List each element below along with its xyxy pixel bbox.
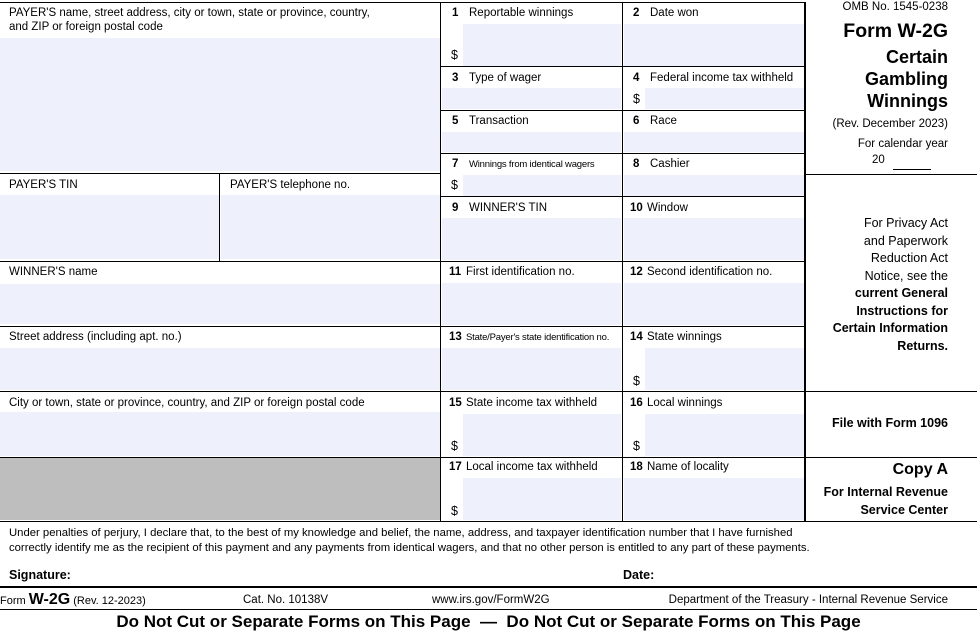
box14-label: 14 State winnings bbox=[630, 331, 722, 343]
do-not-cut-banner: Do Not Cut or Separate Forms on This Page — Do Not Cut or Separate Forms on This Page bbox=[116, 612, 861, 631]
box15-field[interactable] bbox=[463, 414, 621, 456]
grid-line bbox=[440, 196, 806, 197]
box14-dollar: $ bbox=[633, 374, 640, 388]
box13-label: 13 State/Payer's state identification no. bbox=[449, 331, 610, 343]
grid-line bbox=[0, 457, 440, 458]
perjury-statement: Under penalties of perjury, I declare that, to the best of my knowledge and belief, the name, address, and taxpayer identification number that I have furnished correctly identify me as the recipient of this payment and any payments from identical wagers, and that no other person is entitled to any part of these payments. bbox=[9, 527, 810, 554]
grid-line bbox=[219, 173, 220, 261]
privacy-notice: For Privacy Act and Paperwork Reduction Act Notice, see the current General Instructions for Certain Information Returns. bbox=[832, 216, 948, 353]
box8-field[interactable] bbox=[624, 175, 804, 196]
grid-line bbox=[440, 326, 806, 327]
footer-url: www.irs.gov/FormW2G bbox=[432, 594, 550, 606]
box2-field[interactable] bbox=[624, 24, 804, 66]
grid-line bbox=[440, 391, 806, 392]
grid-line bbox=[0, 2, 806, 3]
box16-label: 16 Local winnings bbox=[630, 397, 723, 409]
signature-label: Signature: bbox=[9, 568, 71, 582]
box12-field[interactable] bbox=[624, 283, 804, 325]
grid-line bbox=[440, 66, 806, 67]
box18-field[interactable] bbox=[624, 478, 804, 520]
winner-street-field[interactable] bbox=[0, 348, 440, 390]
box3-label: 3 Type of wager bbox=[452, 72, 542, 84]
footer-department: Department of the Treasury - Internal Revenue Service bbox=[668, 594, 948, 606]
box9-label: 9 WINNER'S TIN bbox=[452, 202, 548, 214]
grid-line bbox=[440, 457, 806, 458]
box1-label: 1 Reportable winnings bbox=[452, 7, 574, 19]
copy-label: Copy A bbox=[892, 461, 948, 478]
box3-field[interactable] bbox=[442, 88, 621, 109]
grid-line bbox=[440, 110, 806, 111]
year-underline bbox=[893, 169, 931, 170]
grid-line bbox=[440, 261, 806, 262]
box17-field[interactable] bbox=[463, 478, 621, 520]
date-field[interactable] bbox=[665, 566, 945, 584]
box2-label: 2 Date won bbox=[633, 7, 699, 19]
box4-field[interactable] bbox=[645, 88, 804, 109]
grid-line bbox=[806, 174, 977, 175]
box7-dollar: $ bbox=[451, 178, 458, 192]
payer-phone-label: PAYER'S telephone no. bbox=[230, 179, 351, 191]
file-with-form: File with Form 1096 bbox=[831, 416, 948, 430]
date-label: Date: bbox=[623, 568, 655, 582]
box6-label: 6 Race bbox=[633, 115, 677, 127]
box17-dollar: $ bbox=[451, 504, 458, 518]
box13-field[interactable] bbox=[442, 348, 621, 390]
box5-label: 5 Transaction bbox=[452, 115, 529, 127]
box4-dollar: $ bbox=[633, 92, 640, 106]
box15-label: 15 State income tax withheld bbox=[449, 397, 598, 409]
box18-label: 18 Name of locality bbox=[630, 461, 729, 473]
box15-dollar: $ bbox=[451, 439, 458, 453]
form-subtitle: Certain Gambling Winnings bbox=[864, 47, 948, 111]
copy-sub: For Internal Revenue Service Center bbox=[823, 485, 948, 517]
calendar-year-prefix: 20 bbox=[872, 154, 885, 166]
grid-line bbox=[0, 586, 977, 588]
revision-date: (Rev. December 2023) bbox=[832, 118, 948, 130]
footer-form-id: Form W-2G (Rev. 12-2023) bbox=[0, 591, 146, 608]
box12-label: 12 Second identification no. bbox=[630, 266, 773, 278]
box14-field[interactable] bbox=[645, 348, 804, 390]
payer-name-field[interactable] bbox=[0, 38, 440, 171]
grid-line bbox=[0, 609, 977, 610]
box16-field[interactable] bbox=[645, 414, 804, 456]
box10-label: 10 Window bbox=[630, 202, 688, 214]
omb-number: OMB No. 1545-0238 bbox=[842, 1, 948, 13]
box10-field[interactable] bbox=[624, 218, 804, 260]
winner-name-label: WINNER'S name bbox=[9, 266, 98, 278]
box11-label: 11 First identification no. bbox=[449, 266, 575, 278]
footer-cat-no: Cat. No. 10138V bbox=[243, 594, 329, 606]
calendar-year-label: For calendar year bbox=[857, 138, 948, 150]
box1-field[interactable] bbox=[463, 24, 621, 66]
payer-name-label: PAYER'S name, street address, city or town, state or province, country, and ZIP or foreign postal code bbox=[9, 7, 370, 33]
grid-line bbox=[440, 153, 806, 154]
grid-line bbox=[806, 457, 977, 458]
box6-field[interactable] bbox=[624, 132, 804, 152]
payer-tin-label: PAYER'S TIN bbox=[9, 179, 78, 191]
box8-label: 8 Cashier bbox=[633, 158, 690, 170]
box7-label: 7 Winnings from identical wagers bbox=[452, 158, 595, 170]
winner-city-field[interactable] bbox=[0, 412, 440, 456]
box11-field[interactable] bbox=[442, 283, 621, 325]
grid-line bbox=[0, 391, 440, 392]
blocked-area bbox=[0, 458, 440, 520]
box1-dollar: $ bbox=[451, 48, 458, 62]
box9-field[interactable] bbox=[442, 218, 621, 260]
payer-phone-field[interactable] bbox=[221, 195, 440, 259]
grid-line bbox=[0, 326, 440, 327]
winner-street-label: Street address (including apt. no.) bbox=[9, 331, 182, 343]
box5-field[interactable] bbox=[442, 132, 621, 152]
winner-city-label: City or town, state or province, country, and ZIP or foreign postal code bbox=[9, 397, 365, 409]
signature-field[interactable] bbox=[85, 566, 605, 584]
box7-field[interactable] bbox=[463, 175, 621, 196]
winner-name-field[interactable] bbox=[0, 284, 440, 324]
box4-label: 4 Federal income tax withheld bbox=[633, 72, 794, 84]
form-title: Form W-2G bbox=[843, 20, 948, 42]
payer-tin-field[interactable] bbox=[0, 195, 219, 259]
grid-line bbox=[0, 261, 440, 262]
box16-dollar: $ bbox=[633, 439, 640, 453]
box17-label: 17 Local income tax withheld bbox=[449, 461, 598, 473]
grid-line bbox=[0, 173, 440, 174]
grid-line bbox=[806, 391, 977, 392]
grid-line bbox=[0, 521, 977, 522]
